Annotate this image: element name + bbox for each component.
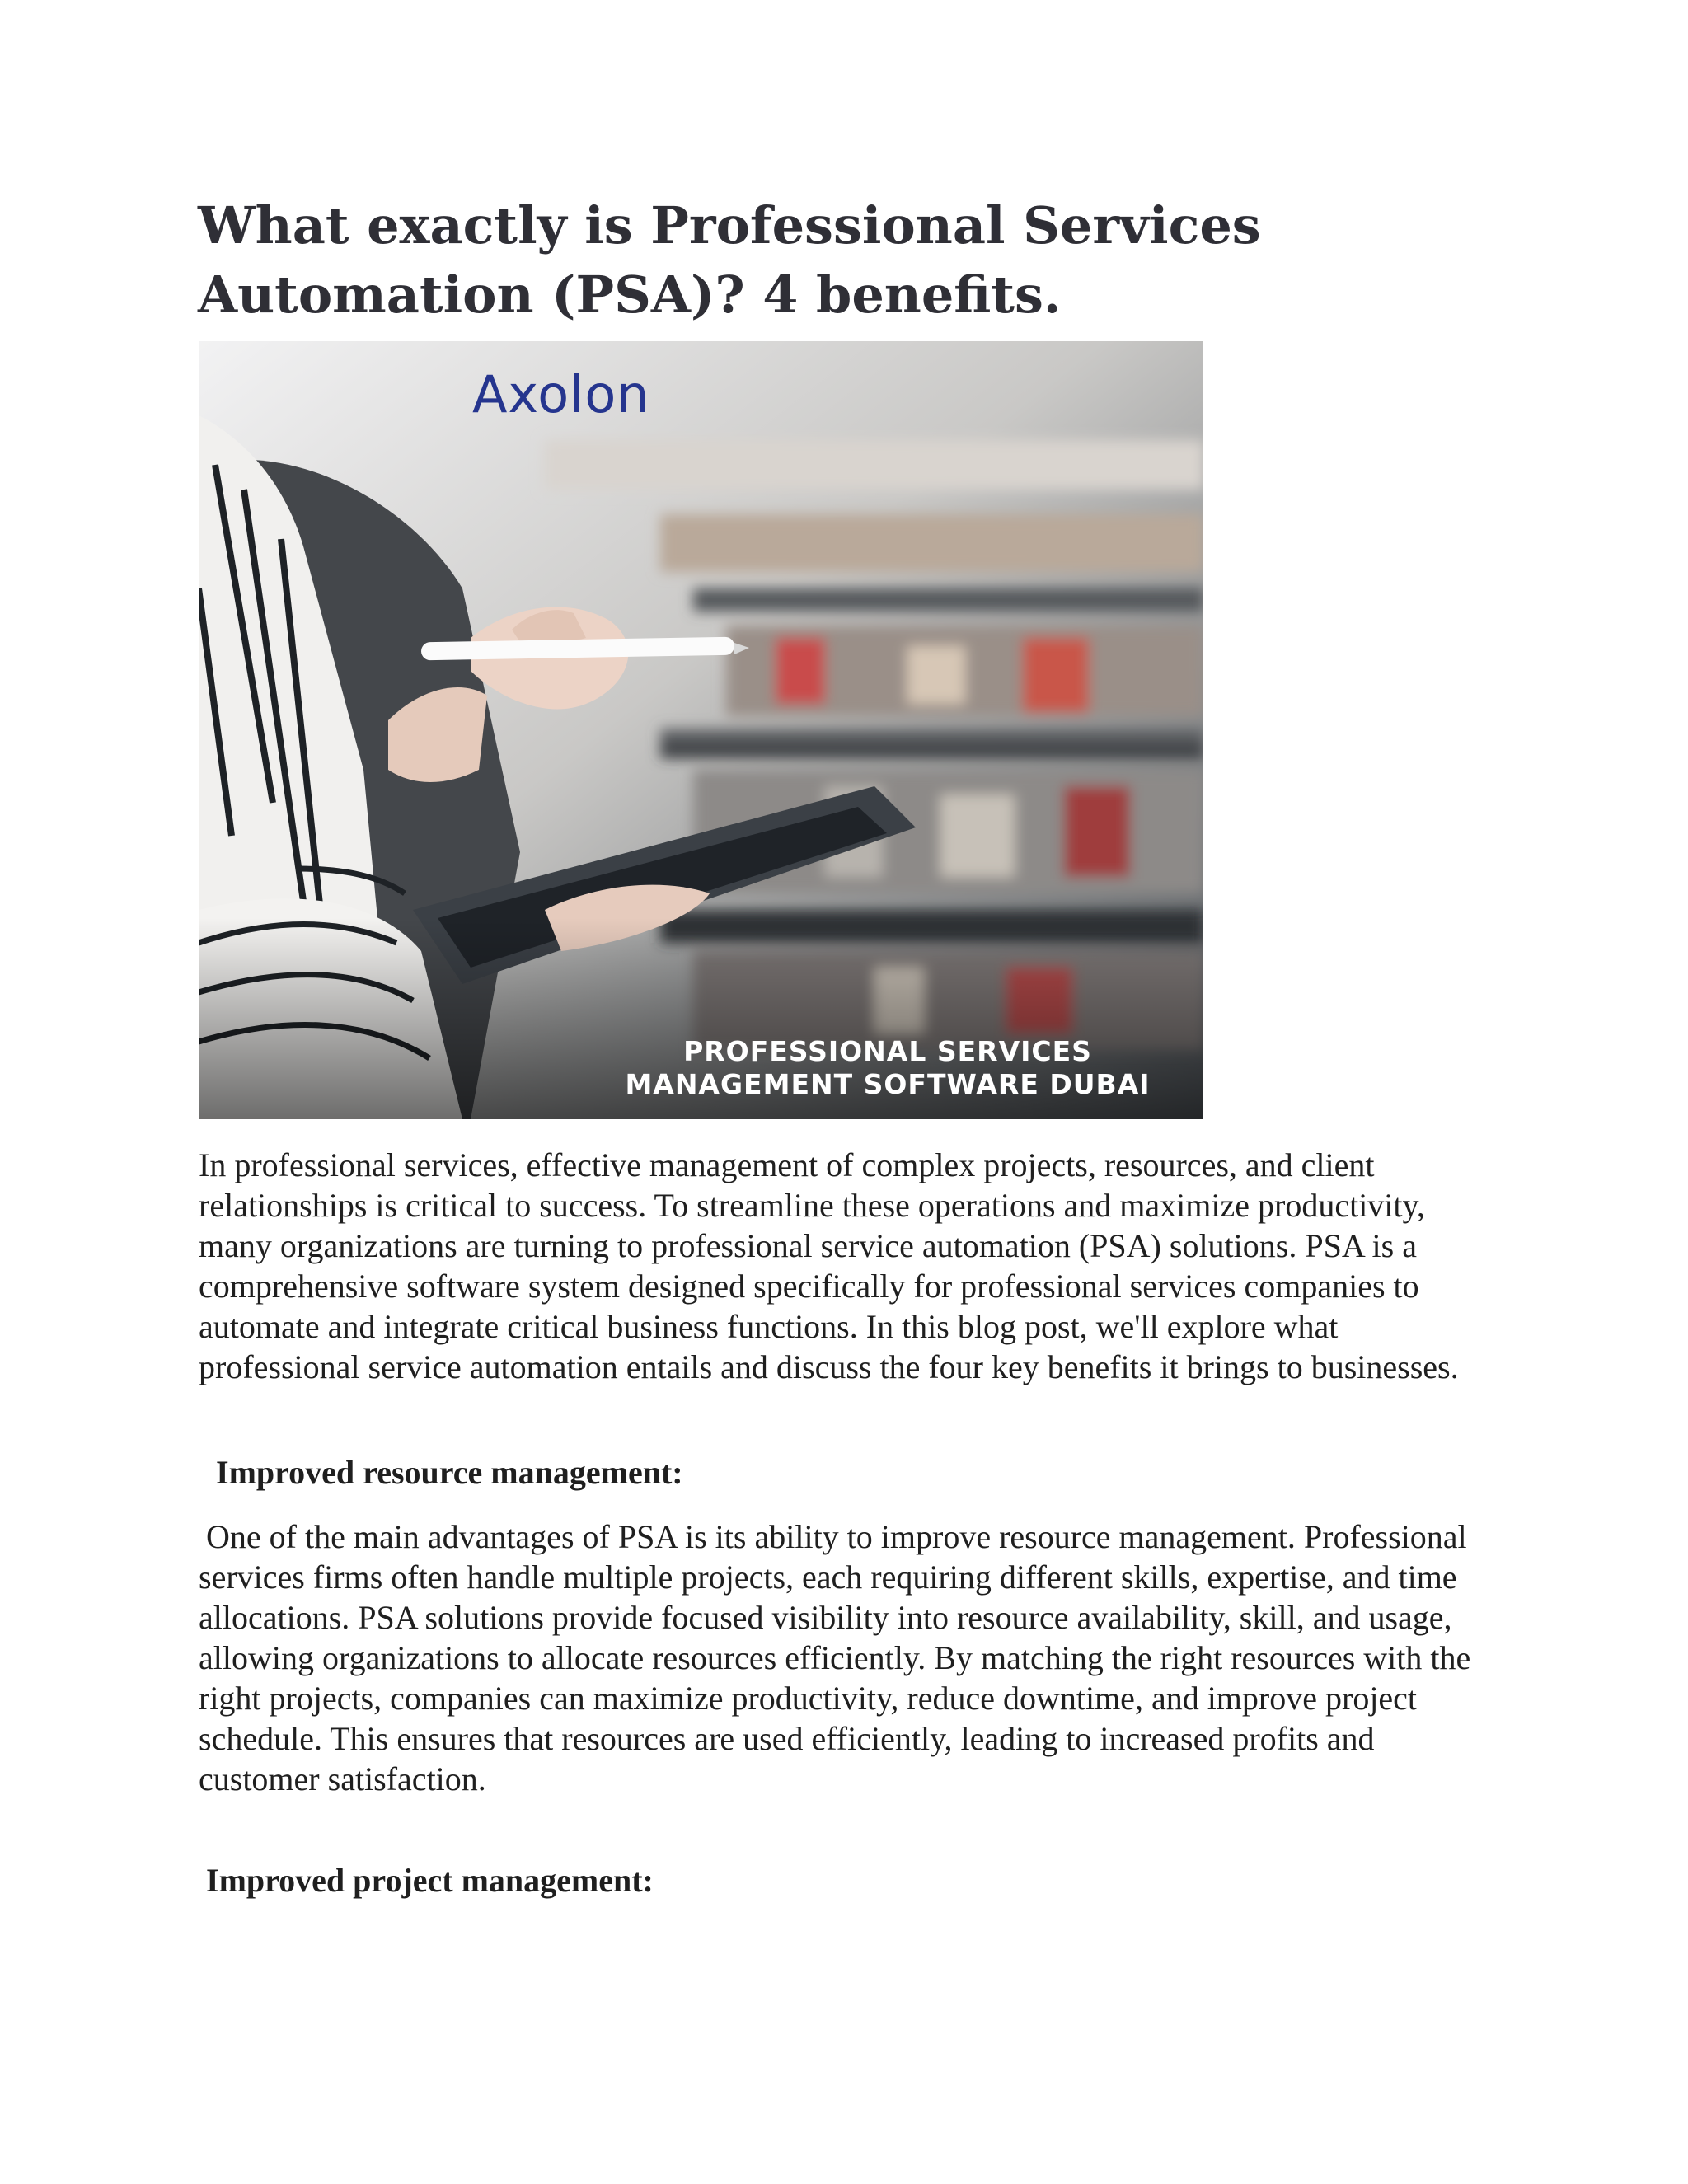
intro-paragraph: In professional services, effective management of complex projects, resources, and client relationships is critical to success. To streamline these operations and maximize productivity, many organizations are turning to professional service automation (PSA) solutions. PSA is a comprehensive software system designed specifically for professional services companies to automate and integrate critical business functions. In this blog post, we'll explore what professional service automation entails and discuss the four key benefits it brings to businesses. bbox=[199, 1146, 1459, 1385]
resource-management-paragraph: One of the main advantages of PSA is its ability to improve resource management. Professional services firms often handle multiple projects, each requiring different skills, expertise, and time allocations. PSA solutions provide focused visibility into resource availability, skill, and usage, allowing organizations to allocate resources efficiently. By matching the right resources with the right projects, companies can maximize productivity, reduce downtime, and improve project schedule. This ensures that resources are used efficiently, leading to increased profits and customer satisfaction. bbox=[199, 1518, 1471, 1797]
section-heading-project-management: Improved project management: bbox=[206, 1862, 654, 1899]
article-title: What exactly is Professional Services Automation (PSA)? 4 benefits. bbox=[198, 195, 1261, 325]
hero-photo-illustration bbox=[199, 341, 1203, 1119]
hero-caption bbox=[624, 1035, 1151, 1101]
axolon-logo: Axolon bbox=[472, 364, 650, 424]
hero-caption-line2: MANAGEMENT SOFTWARE DUBAI bbox=[625, 1068, 1151, 1100]
hero-caption-line1: PROFESSIONAL SERVICES bbox=[683, 1035, 1092, 1067]
hero-image bbox=[199, 341, 1203, 1119]
section-heading-resource-management: Improved resource management: bbox=[216, 1454, 683, 1491]
